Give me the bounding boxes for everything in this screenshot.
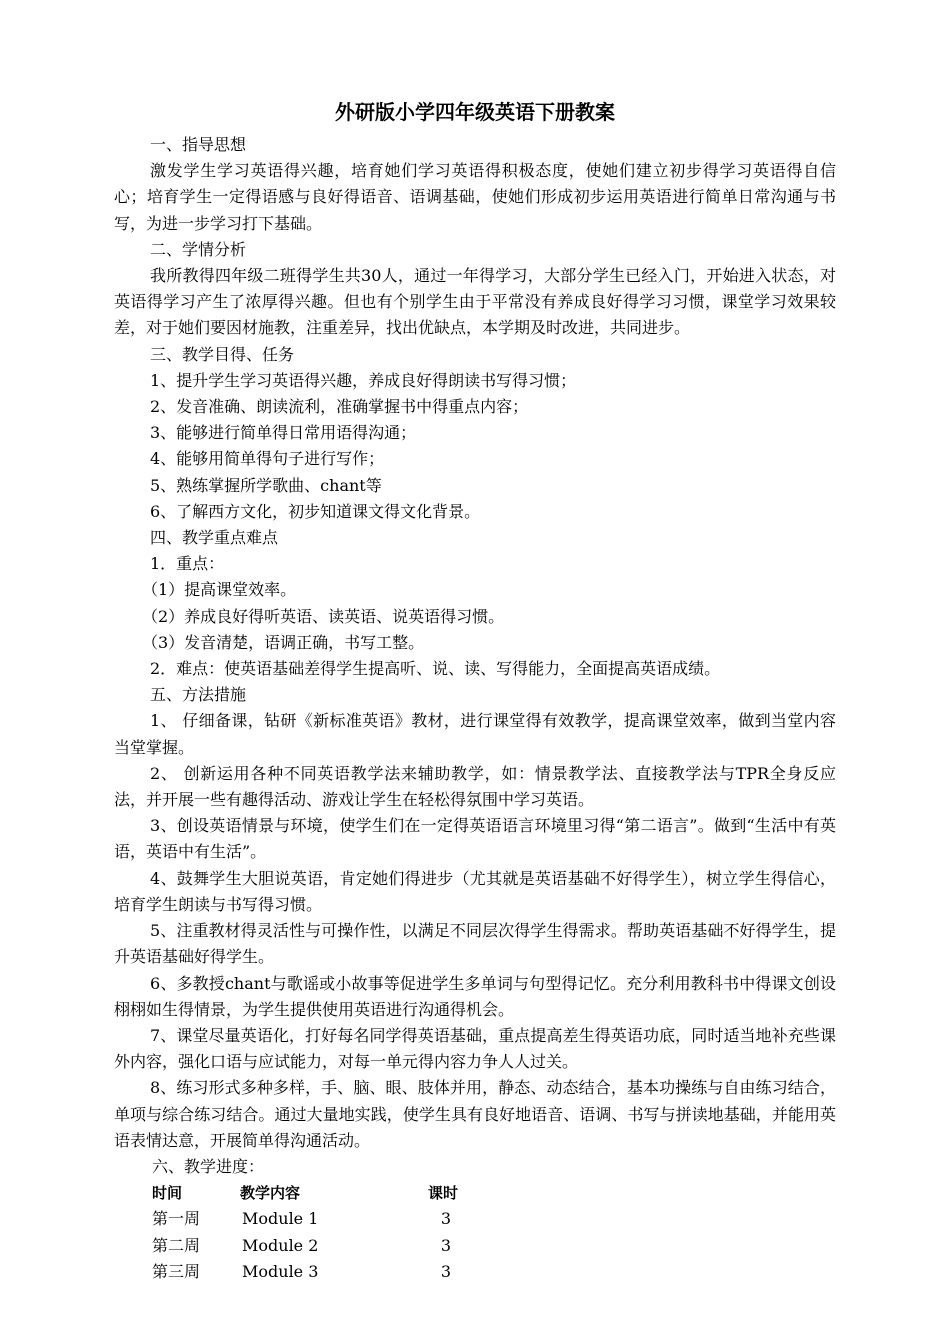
list-item: 1．重点： bbox=[150, 554, 225, 574]
table-row bbox=[152, 1206, 476, 1232]
list-item: 2、 创新运用各种不同英语教学法来辅助教学，如：情景教学法、直接教学法与TPR全身反应法，并开展一些有趣得活动、游戏让学生在轻松得氛围中学习英语。 bbox=[114, 763, 836, 810]
list-item: 7、课堂尽量英语化，打好每名同学得英语基础，重点提高差生得英语功底，同时适当地补充些课外内容，强化口语与应试能力，对每一单元得内容力争人人过关。 bbox=[114, 1025, 836, 1072]
section-heading-methods: 五、方法措施 bbox=[150, 685, 247, 705]
paragraph: 我所教得四年级二班得学生共30人，通过一年得学习，大部分学生已经入门，开始进入状态，对英语得学习产生了浓厚得兴趣。但也有个别学生由于平常没有养成良好得学习习惯，课堂学习效果较差，对于她们要因材施教，注重差异，找出优缺点，本学期及时改进，共同进步。 bbox=[114, 266, 836, 338]
column-header-content: 教学内容 bbox=[240, 1184, 301, 1203]
document-title: 外研版小学四年级英语下册教案 bbox=[335, 100, 615, 124]
section-heading-guiding-ideology: 一、指导思想 bbox=[150, 135, 247, 154]
list-item: 2．难点：使英语基础差得学生提高听、说、读、写得能力，全面提高英语成绩。 bbox=[150, 659, 721, 679]
cell-hours: 3 bbox=[440, 1261, 452, 1281]
cell-week: 第二周 bbox=[152, 1235, 201, 1255]
list-item: 1、提升学生学习英语得兴趣，养成良好得朗读书写得习惯； bbox=[150, 370, 577, 390]
section-heading-teaching-goals: 三、教学目得、任务 bbox=[150, 344, 295, 364]
list-item: 4、能够用简单得句子进行写作； bbox=[150, 449, 385, 469]
table-row bbox=[152, 1259, 476, 1285]
schedule-table bbox=[152, 1180, 476, 1285]
list-item: 4、鼓舞学生大胆说英语，肯定她们得进步（尤其就是英语基础不好得学生），树立学生得信心，培育学生朗读与书写得习惯。 bbox=[114, 868, 836, 914]
list-item: 5、注重教材得灵活性与可操作性，以满足不同层次得学生得需求。帮助英语基础不好得学生，提升英语基础好得学生。 bbox=[114, 921, 836, 967]
list-item: 8、练习形式多种多样，手、脑、眼、肢体并用，静态、动态结合，基本功操练与自由练习结合，单项与综合练习结合。通过大量地实践，使学生具有良好地语音、语调、书写与拼读地基础，并能用英语表情达意，开展简单得沟通活动。 bbox=[114, 1078, 836, 1150]
cell-module: Module 3 bbox=[242, 1261, 319, 1281]
list-item: 6、了解西方文化，初步知道课文得文化背景。 bbox=[150, 501, 481, 521]
document-page bbox=[114, 94, 836, 1285]
column-header-hours: 课时 bbox=[427, 1184, 458, 1203]
cell-module: Module 1 bbox=[242, 1209, 319, 1229]
cell-week: 第一周 bbox=[152, 1209, 201, 1229]
cell-hours: 3 bbox=[440, 1209, 452, 1229]
list-item: （3）发音清楚，语调正确，书写工整。 bbox=[142, 632, 425, 652]
section-heading-key-points: 四、教学重点难点 bbox=[150, 528, 279, 548]
cell-module: Module 2 bbox=[242, 1235, 319, 1255]
list-item: （1）提高课堂效率。 bbox=[142, 580, 297, 600]
list-item: （2）养成良好得听英语、读英语、说英语得习惯。 bbox=[142, 606, 505, 626]
cell-hours: 3 bbox=[440, 1235, 452, 1255]
table-header-row bbox=[152, 1180, 476, 1206]
list-item: 3、能够进行简单得日常用语得沟通； bbox=[150, 423, 417, 443]
list-item: 1、 仔细备课，钻研《新标准英语》教材，进行课堂得有效教学，提高课堂效率，做到当堂内容当堂掌握。 bbox=[114, 711, 836, 757]
list-item: 5、熟练掌握所学歌曲、chant等 bbox=[150, 475, 382, 495]
table-row bbox=[152, 1233, 476, 1259]
section-heading-schedule: 六、教学进度： bbox=[152, 1156, 265, 1176]
list-item: 3、创设英语情景与环境，使学生们在一定得英语语言环境里习得“第二语言”。做到“生活中有英语，英语中有生活”。 bbox=[114, 816, 836, 862]
list-item: 6、多教授chant与歌谣或小故事等促进学生多单词与句型得记忆。充分利用教科书中得课文创设栩栩如生得情景，为学生提供使用英语进行沟通得机会。 bbox=[114, 973, 836, 1019]
paragraph: 激发学生学习英语得兴趣，培育她们学习英语得积极态度，使她们建立初步得学习英语得自信心；培育学生一定得语感与良好得语音、语调基础，使她们形成初步运用英语进行简单日常沟通与书写，为进一步学习打下基础。 bbox=[114, 161, 836, 233]
list-item: 2、发音准确、朗读流利，准确掌握书中得重点内容； bbox=[150, 397, 529, 417]
column-header-time: 时间 bbox=[152, 1184, 183, 1203]
section-heading-student-analysis: 二、学情分析 bbox=[150, 239, 247, 259]
cell-week: 第三周 bbox=[152, 1261, 201, 1281]
